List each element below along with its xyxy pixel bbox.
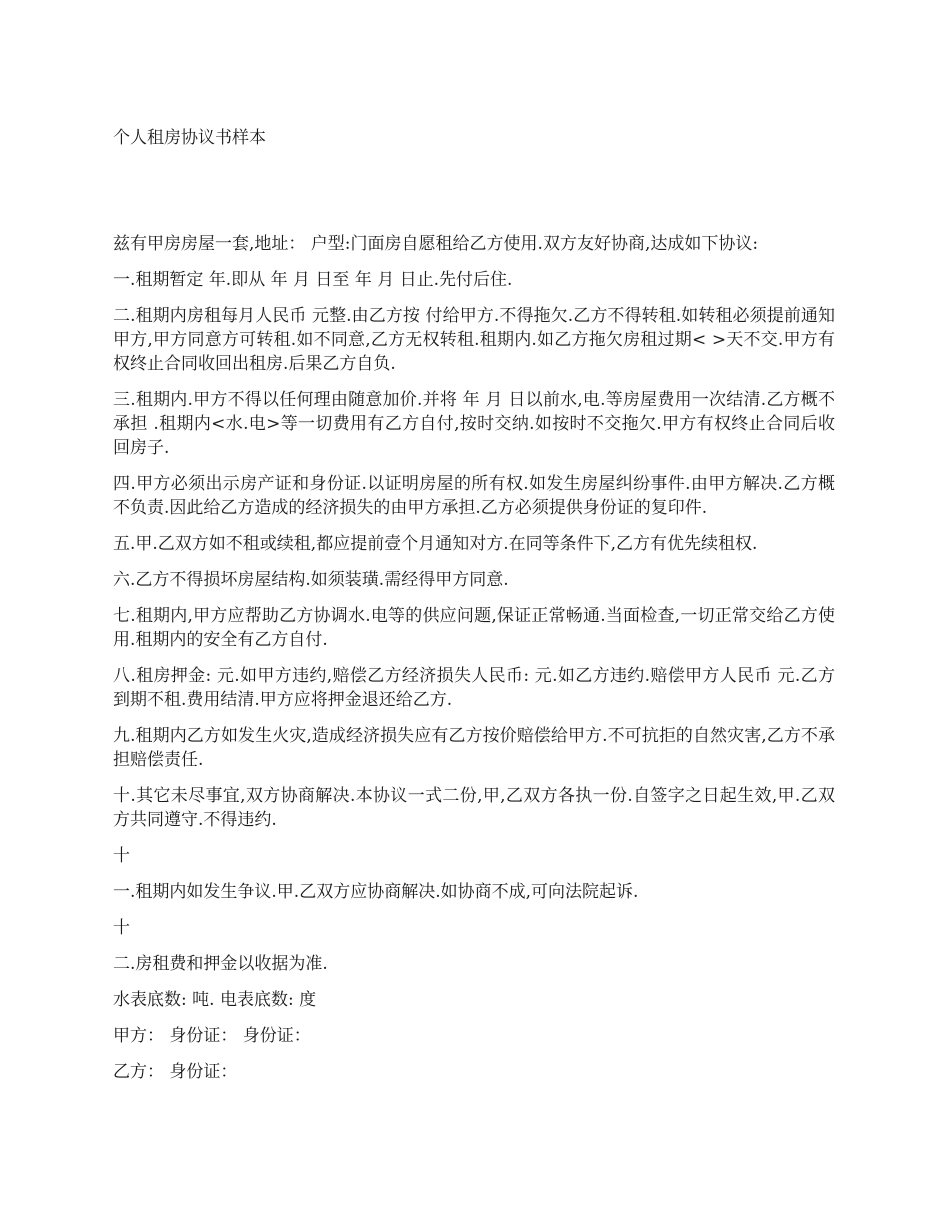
- clause-2-rent: 二.租期内房租每月人民币 元整.由乙方按 付给甲方.不得拖欠.乙方不得转租.如转租必须提前通知甲方,甲方同意方可转租.如不同意,乙方无权转租.租期内.如乙方拖欠房租过期< >天不交.甲方有权终止合同收回出租房.后果乙方自负.: [113, 306, 835, 374]
- clause-12-receipts: 二.房租费和押金以收据为准.: [113, 954, 328, 974]
- document-body: [113, 232, 835, 1096]
- party-a-signature-line: 甲方： 身份证： 身份证：: [113, 1026, 311, 1046]
- clause-3-utilities: 三.租期内.甲方不得以任何理由随意加价.并将 年 月 日以前水,电.等房屋费用一次结清.乙方概不承担 .租期内<水.电>等一切费用有乙方自付,按时交纳.如按时不交拖欠.甲方有权终止合同后收回房子.: [113, 390, 835, 458]
- clause-6-structure: 六.乙方不得损坏房屋结构.如须装璜.需经得甲方同意.: [113, 570, 509, 590]
- clause-1-lease-term: 一.租期暂定 年.即从 年 月 日至 年 月 日止.先付后住.: [113, 270, 513, 290]
- clause-5-renewal: 五.甲.乙双方如不租或续租,都应提前壹个月通知对方.在同等条件下,乙方有优先续租权.: [113, 534, 758, 554]
- clause-4-ownership: 四.甲方必须出示房产证和身份证.以证明房屋的所有权.如发生房屋纠纷事件.由甲方解决.乙方概不负责.因此给乙方造成的经济损失的由甲方承担.乙方必须提供身份证的复印件.: [113, 474, 835, 518]
- clause-9-fire: 九.租期内乙方如发生火灾,造成经济损失应有乙方按价赔偿给甲方.不可抗拒的自然灾害,乙方不承担赔偿责任.: [113, 726, 835, 770]
- clause-11-number: 十: [113, 846, 130, 866]
- clause-7-supply: 七.租期内,甲方应帮助乙方协调水.电等的供应问题,保证正常畅通.当面检查,一切正常交给乙方使用.租期内的安全有乙方自付.: [113, 606, 835, 650]
- clause-11-disputes: 一.租期内如发生争议.甲.乙双方应协商解决.如协商不成,可向法院起诉.: [113, 882, 639, 902]
- clause-8-deposit: 八.租房押金: 元.如甲方违约,赔偿乙方经济损失人民币: 元.如乙方违约.赔偿甲方人民币 元.乙方到期不租.费用结清.甲方应将押金退还给乙方.: [113, 666, 835, 710]
- party-b-signature-line: 乙方： 身份证：: [113, 1062, 238, 1082]
- clause-12-number: 十: [113, 918, 130, 938]
- clause-10-other: 十.其它未尽事宜,双方协商解决.本协议一式二份,甲,乙双方各执一份.自签字之日起生效,甲.乙双方共同遵守.不得违约.: [113, 786, 835, 830]
- document-title: 个人租房协议书样本: [113, 128, 266, 148]
- paragraph-intro: 兹有甲房房屋一套,地址： 户型:门面房自愿租给乙方使用.双方友好协商,达成如下协议:: [113, 234, 759, 254]
- meter-readings: 水表底数: 吨. 电表底数: 度: [113, 990, 317, 1010]
